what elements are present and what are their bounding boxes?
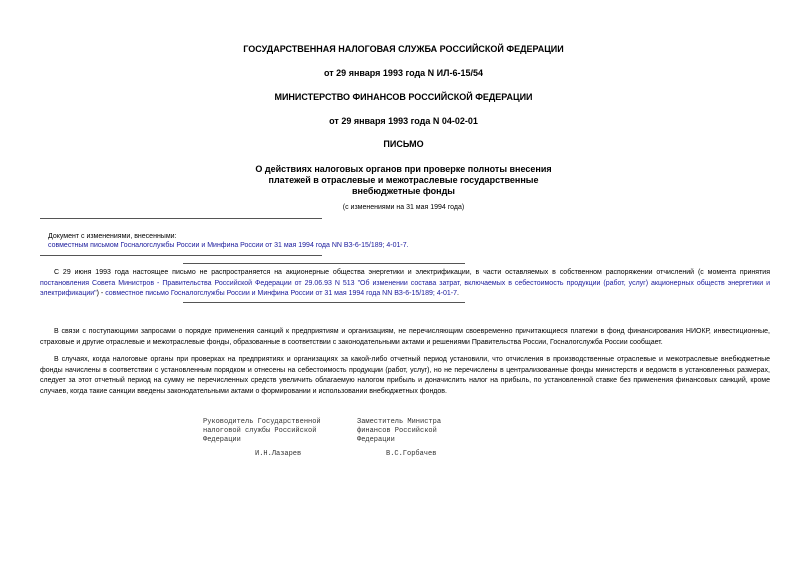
document-type: ПИСЬМО	[383, 139, 424, 149]
signature-right-name: В.С.Горбачев	[386, 450, 437, 458]
document-title	[0, 164, 807, 197]
body-paragraph-2: В случаях, когда налоговые органы при проверках на предприятиях и организациях за какой-либо отчетный период установили, что отчисления в производственные отраслевые и межотраслевые внебюджетные фонды начислены в соответствии с установленным порядком и отнесены на себестоимость продукции (работ, услуг), но не перечислены в централизованные фонды министерств и ведомств в установленных размерах, следует за этот отчетный период на сумму не перечисленных средств увеличить облагаемую налогом прибыль и доначислить налог на прибыль, по установленной ставке без применения финансовых санкций, кроме случаев, когда такие санкции введены законодательными актами о формировании и использовании внебюджетных фондов.	[40, 356, 770, 395]
signature-left-name: И.Н.Лазарев	[255, 450, 302, 458]
agency-title-finance: МИНИСТЕРСТВО ФИНАНСОВ РОССИЙСКОЙ ФЕДЕРАЦИИ	[274, 92, 533, 102]
title-line: платежей в отраслевые и межотраслевые государственные	[268, 175, 539, 185]
divider	[40, 218, 322, 219]
title-line: внебюджетные фонды	[352, 186, 455, 196]
note-text: .	[456, 290, 459, 297]
note-text: С 29 июня 1993 года настоящее письмо не распространяется на акционерные общества энергетики и электрификации, в части оставляемых в собственном распоряжении отчислений (с момента принятия	[54, 269, 770, 276]
note-text: ) -	[96, 290, 106, 297]
signature-line: Федерации	[203, 436, 241, 444]
signature-line: налоговой службы Российской	[203, 427, 317, 435]
body-paragraph-1: В связи с поступающими запросами о порядке применения санкций к предприятиям и организациям, не перечисляющим своевременно причитающиеся платежи в фонд финансирования НИОКР, инвестиционные, страховые и другие отраслевые и межотраслевые фонды, образованные в соответствии с законодательными актами и решениями Правительства России, Госналогслужба России сообщает.	[40, 328, 770, 346]
amendment-note: (с изменениями на 31 мая 1994 года)	[342, 204, 465, 211]
divider	[183, 302, 465, 303]
note-link-resolution[interactable]: постановления Совета Министров - Правительства Российской Федерации от 29.06.93 N 513 "Об изменении состава затрат, включаемых в себестоимость продукции (работ, услуг) акционерных обществ энергетики и электрификации"	[40, 279, 770, 297]
document-date-number-2: от 29 января 1993 года N 04-02-01	[329, 116, 478, 126]
signature-line: Федерации	[357, 436, 395, 444]
changes-label: Документ с изменениями, внесенными:	[48, 233, 177, 240]
divider	[40, 255, 322, 256]
divider	[183, 263, 465, 264]
signature-line: финансов Российской	[357, 427, 437, 435]
title-line: О действиях налоговых органов при проверке полноты внесения	[255, 164, 552, 174]
changes-link[interactable]: совместным письмом Госналогслужбы России и Минфина России от 31 мая 1994 года NN ВЗ-6-15/189; 4-01-7.	[48, 242, 409, 249]
signature-line: Заместитель Министра	[357, 418, 442, 426]
document-date-number-1: от 29 января 1993 года N ИЛ-6-15/54	[324, 68, 483, 78]
signature-line: Руководитель Государственной	[203, 418, 321, 426]
signature-right-title	[357, 418, 441, 445]
note-link-letter[interactable]: совместное письмо Госналогслужбы России и Минфина России от 31 мая 1994 года NN ВЗ-6-15/189; 4-01-7	[105, 290, 457, 297]
agency-title-tax: ГОСУДАРСТВЕННАЯ НАЛОГОВАЯ СЛУЖБА РОССИЙСКОЙ ФЕДЕРАЦИИ	[243, 44, 564, 54]
signature-left-title	[203, 418, 321, 445]
note-paragraph	[40, 268, 770, 300]
